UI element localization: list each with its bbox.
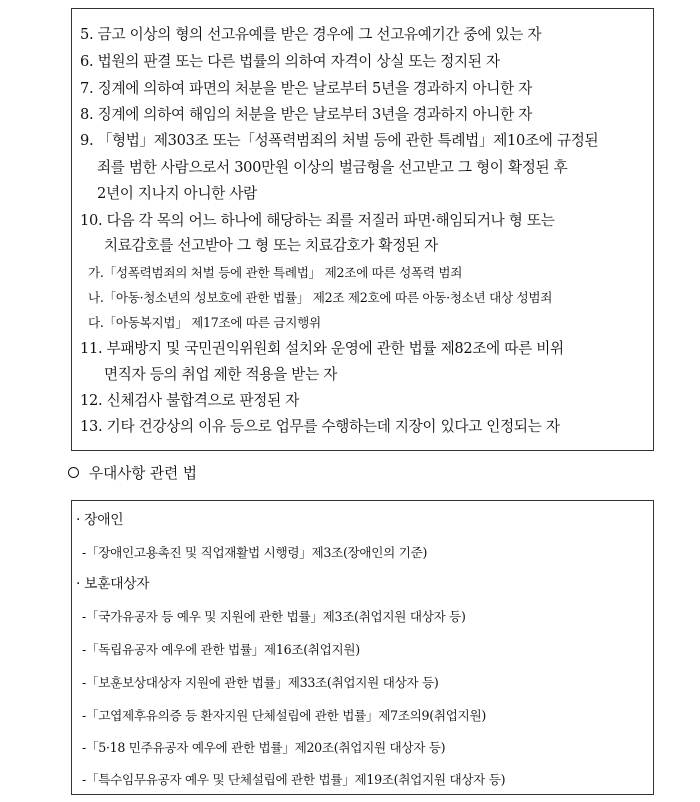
law-independence-merit: -「독립유공자 예우에 관한 법률」제16조(취업지원) [82, 642, 360, 657]
disq-item-10-na: 나.「아동·청소년의 성보호에 관한 법률」 제2조 제2호에 따른 아동·청소년 대상 성범죄 [88, 290, 553, 305]
disq-item-10: 10. 다음 각 목의 어느 하나에 해당하는 죄를 저질러 파면·해임되거나 형 또는 [80, 212, 555, 229]
preference-section-heading [68, 462, 197, 486]
law-special-mission: -「특수임무유공자 예우 및 단체설립에 관한 법률」제19조(취업지원 대상자 등) [82, 772, 506, 787]
law-518-democracy: -「5·18 민주유공자 예우에 관한 법률」제20조(취업지원 대상자 등) [82, 740, 446, 755]
disq-item-10-ga: 가.「성폭력범죄의 처벌 등에 관한 특례법」 제2조에 따른 성폭력 범죄 [88, 265, 463, 280]
disq-item-10-da: 다.「아동복지법」 제17조에 따른 금지행위 [88, 315, 321, 330]
disq-item-9-cont1: 죄를 범한 사람으로서 300만원 이상의 벌금형을 선고받고 그 형이 확정된 후 [97, 159, 568, 176]
disq-item-5: 5. 금고 이상의 형의 선고유예를 받은 경우에 그 선고유예기간 중에 있는 자 [80, 26, 542, 43]
law-veteran-compensation: -「보훈보상대상자 지원에 관한 법률」제33조(취업지원 대상자 등) [82, 675, 439, 690]
disq-item-12: 12. 신체검사 불합격으로 판정된 자 [80, 392, 300, 409]
disq-item-11: 11. 부패방지 및 국민권익위원회 설치와 운영에 관한 법률 제82조에 따른 비위 [80, 340, 564, 357]
disq-item-6: 6. 법원의 판결 또는 다른 법률의 의하여 자격이 상실 또는 정지된 자 [80, 53, 500, 70]
law-disabled-employment: -「장애인고용촉진 및 직업재활법 시행령」제3조(장애인의 기준) [82, 545, 428, 560]
disq-item-9-cont2: 2년이 지나지 아니한 사람 [97, 185, 257, 202]
hollow-circle-bullet-icon [68, 467, 79, 478]
disq-item-13: 13. 기타 건강상의 이유 등으로 업무를 수행하는데 지장이 있다고 인정되는 자 [80, 418, 560, 435]
law-national-merit: -「국가유공자 등 예우 및 지원에 관한 법률」제3조(취업지원 대상자 등) [82, 609, 466, 624]
disq-item-7: 7. 징계에 의하여 파면의 처분을 받은 날로부터 5년을 경과하지 아니한 자 [80, 80, 533, 97]
law-agent-orange: -「고엽제후유의증 등 환자지원 단체설립에 관한 법률」제7조의9(취업지원) [82, 708, 486, 723]
category-disabled: · 장애인 [76, 512, 124, 528]
disq-item-10-cont: 치료감호를 선고받아 그 형 또는 치료감호가 확정된 자 [104, 237, 438, 254]
disq-item-8: 8. 징계에 의하여 해임의 처분을 받은 날로부터 3년을 경과하지 아니한 자 [80, 106, 533, 123]
disq-item-11-cont: 면직자 등의 취업 제한 적용을 받는 자 [104, 366, 337, 383]
category-veterans: · 보훈대상자 [76, 576, 150, 592]
disq-item-9: 9. 「형법」제303조 또는「성폭력범죄의 처벌 등에 관한 특례법」제10조에 규정된 [80, 132, 599, 149]
preference-heading-text: 우대사항 관련 법 [89, 465, 197, 482]
